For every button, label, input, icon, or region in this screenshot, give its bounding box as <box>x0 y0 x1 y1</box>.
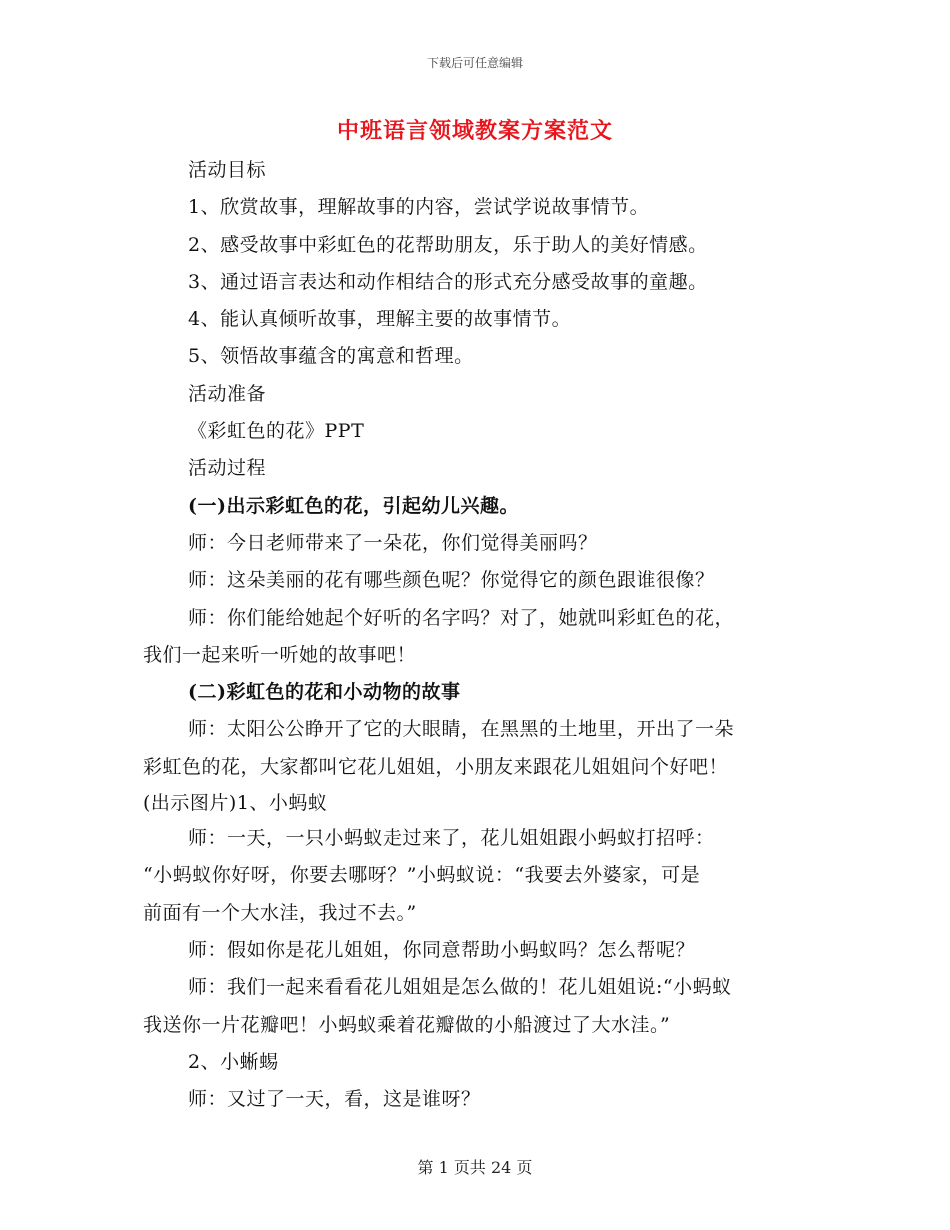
body-paragraph: 3、通过语言表达和动作相结合的形式充分感受故事的童趣。 <box>188 270 708 293</box>
body-paragraph: 师：今日老师带来了一朵花，你们觉得美丽吗？ <box>188 531 598 554</box>
body-paragraph: 我们一起来听一听她的故事吧！ <box>143 643 417 666</box>
body-paragraph: 师：你们能给她起个好听的名字吗？对了，她就叫彩虹色的花， <box>188 606 735 629</box>
body-paragraph: 彩虹色的花，大家都叫它花儿姐姐，小朋友来跟花儿姐姐问个好吧！ <box>143 755 729 778</box>
body-paragraph: 2、小蜥蜴 <box>188 1050 279 1073</box>
header-note: 下载后可任意编辑 <box>426 56 523 70</box>
body-paragraph: 我送你一片花瓣吧！小蚂蚁乘着花瓣做的小船渡过了大水洼。” <box>143 1013 671 1036</box>
body-paragraph: 活动准备 <box>188 382 267 405</box>
body-paragraph: 师：这朵美丽的花有哪些颜色呢？你觉得它的颜色跟谁很像？ <box>188 569 715 592</box>
body-paragraph: 活动目标 <box>188 159 267 181</box>
document-title: 中班语言领域教案方案范文 <box>336 118 613 144</box>
body-paragraph: 2、感受故事中彩虹色的花帮助朋友，乐于助人的美好情感。 <box>188 233 708 256</box>
body-paragraph: 5、领悟故事蕴含的寓意和哲理。 <box>188 345 474 368</box>
section-heading: (二)彩虹色的花和小动物的故事 <box>188 681 461 704</box>
body-paragraph: 师：一天，一只小蚂蚁走过来了，花儿姐姐跟小蚂蚁打招呼： <box>188 827 715 850</box>
page-footer: 第 1 页共 24 页 <box>417 1158 533 1177</box>
body-paragraph: “小蚂蚁你好呀，你要去哪呀？”小蚂蚁说：“我要去外婆家，可是 <box>143 864 701 887</box>
body-paragraph: 师：我们一起来看看花儿姐姐是怎么做的！花儿姐姐说:“小蚂蚁 <box>188 976 732 999</box>
body-paragraph: 活动过程 <box>188 457 267 480</box>
body-paragraph: 师：又过了一天，看，这是谁呀？ <box>188 1088 481 1111</box>
body-paragraph: 师：太阳公公睁开了它的大眼睛，在黑黑的土地里，开出了一朵 <box>188 718 735 741</box>
section-heading: (一)出示彩虹色的花，引起幼儿兴趣。 <box>188 494 519 517</box>
body-paragraph: 前面有一个大水洼，我过不去。” <box>143 901 417 924</box>
document-body <box>143 152 813 1118</box>
body-paragraph: 《彩虹色的花》PPT <box>188 420 365 443</box>
body-paragraph: 1、欣赏故事，理解故事的内容，尝试学说故事情节。 <box>188 196 650 219</box>
body-paragraph: 师：假如你是花儿姐姐，你同意帮助小蚂蚁吗？怎么帮呢？ <box>188 938 696 961</box>
body-paragraph: 4、能认真倾听故事，理解主要的故事情节。 <box>188 308 572 331</box>
body-paragraph: (出示图片)1、小蚂蚁 <box>143 792 328 815</box>
